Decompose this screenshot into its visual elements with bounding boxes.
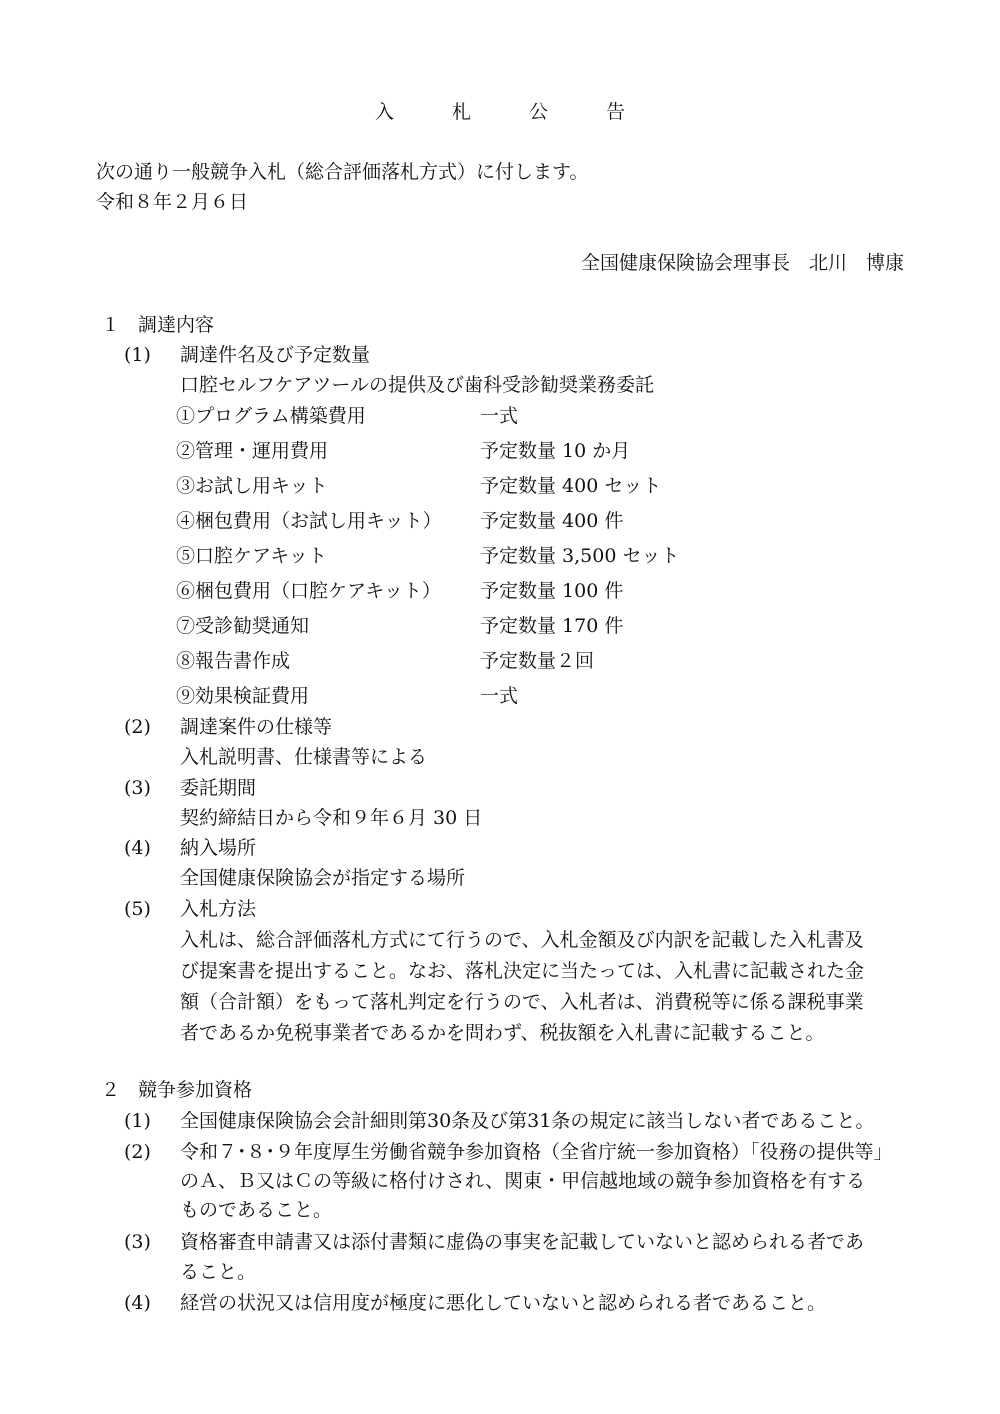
item-quantity: 予定数量 100 件 xyxy=(480,580,624,602)
qualification-line: 令和７･８･９年度厚生労働省競争参加資格（全省庁統一参加資格）「役務の提供等」 xyxy=(180,1141,893,1163)
item-name: ③お試し用キット xyxy=(176,475,328,497)
item-name: ⑨効果検証費用 xyxy=(176,685,310,707)
item-quantity: 予定数量 400 セット xyxy=(480,475,662,497)
bid-method-line: び提案書を提出すること。なお、落札決定に当たっては、入札書に記載された金 xyxy=(180,960,865,982)
item-name: ①プログラム構築費用 xyxy=(176,405,366,427)
item-quantity: 予定数量 170 件 xyxy=(480,615,624,637)
item-name: ⑤口腔ケアキット xyxy=(176,545,327,567)
qualification-number: (4) xyxy=(124,1292,151,1314)
section-1-2-number: (2) xyxy=(124,716,151,738)
section-1-number: １ xyxy=(101,314,121,336)
item-quantity: 予定数量２回 xyxy=(480,650,595,672)
item-name: ④梱包費用（お試し用キット） xyxy=(176,510,442,532)
qualification-line: 全国健康保険協会会計細則第30条及び第31条の規定に該当しない者であること。 xyxy=(180,1110,875,1132)
bid-method-line: 額（合計額）をもって落札判定を行うので、入札者は、消費税等に係る課税事業 xyxy=(180,991,864,1013)
section-2-number: ２ xyxy=(101,1079,121,1101)
section-1-3-number: (3) xyxy=(124,777,151,799)
section-1-5-heading: 入札方法 xyxy=(180,898,257,920)
item-quantity: 一式 xyxy=(480,685,519,707)
section-2-heading: 競争参加資格 xyxy=(138,1079,253,1101)
section-1-2-body: 入札説明書、仕様書等による xyxy=(180,746,428,768)
item-quantity: 予定数量 400 件 xyxy=(480,510,624,532)
procurement-subject: 口腔セルフケアツールの提供及び歯科受診勧奨業務委託 xyxy=(180,374,655,396)
notice-date: 令和８年２月６日 xyxy=(96,191,249,213)
qualification-number: (1) xyxy=(124,1110,151,1132)
item-name: ⑧報告書作成 xyxy=(176,650,291,672)
intro-text: 次の通り一般競争入札（総合評価落札方式）に付します。 xyxy=(96,161,589,183)
section-1-3-body: 契約締結日から令和９年６月 30 日 xyxy=(180,807,483,829)
bid-method-line: 者であるか免税事業者であるかを問わず、税抜額を入札書に記載すること。 xyxy=(180,1022,825,1044)
issuer: 全国健康保険協会理事長 北川 博康 xyxy=(580,252,904,274)
item-quantity: 一式 xyxy=(480,405,519,427)
item-name: ②管理・運用費用 xyxy=(176,440,329,462)
section-1-4-body: 全国健康保険協会が指定する場所 xyxy=(180,867,466,889)
qualification-line: 経営の状況又は信用度が極度に悪化していないと認められる者であること。 xyxy=(180,1292,827,1314)
item-quantity: 予定数量 3,500 セット xyxy=(480,545,680,567)
page-title: 入 札 公 告 xyxy=(374,101,652,123)
section-1-5-number: (5) xyxy=(124,898,151,920)
qualification-line: 資格審査申請書又は添付書類に虚偽の事実を記載していないと認められる者であ xyxy=(180,1231,865,1253)
qualification-number: (3) xyxy=(124,1231,151,1253)
qualification-line: のＡ、Ｂ又はＣの等級に格付けされ、関東・甲信越地域の競争参加資格を有する xyxy=(180,1170,866,1192)
section-1-4-number: (4) xyxy=(124,837,151,859)
section-1-1-heading: 調達件名及び予定数量 xyxy=(180,344,371,366)
item-name: ⑦受診勧奨通知 xyxy=(176,615,310,637)
section-1-4-heading: 納入場所 xyxy=(180,837,257,859)
qualification-line: ものであること。 xyxy=(180,1199,333,1221)
section-1-heading: 調達内容 xyxy=(138,314,215,336)
section-1-2-heading: 調達案件の仕様等 xyxy=(180,716,333,738)
item-quantity: 予定数量 10 か月 xyxy=(480,440,631,462)
bid-method-line: 入札は、総合評価落札方式にて行うので、入札金額及び内訳を記載した入札書及 xyxy=(180,929,864,951)
item-name: ⑥梱包費用（口腔ケアキット） xyxy=(176,580,441,602)
qualification-number: (2) xyxy=(124,1141,151,1163)
qualification-line: ること。 xyxy=(180,1261,257,1283)
section-1-1-number: (1) xyxy=(124,344,151,366)
section-1-3-heading: 委託期間 xyxy=(180,777,257,799)
